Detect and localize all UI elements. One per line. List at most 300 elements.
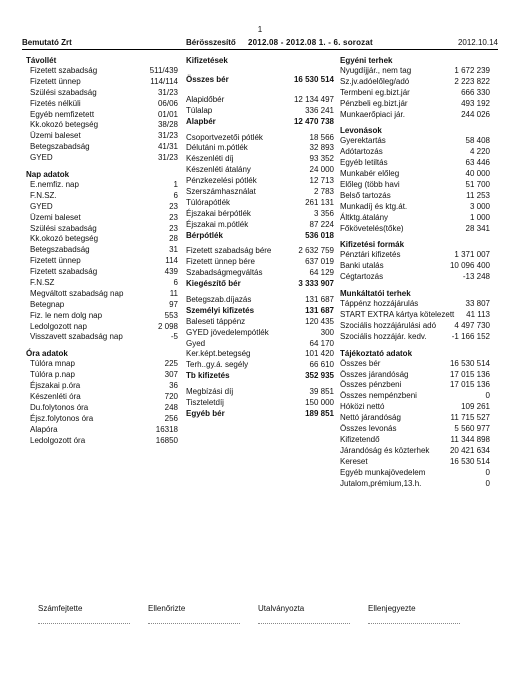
item-label: GYED [30,153,53,163]
item-value: 63 446 [465,158,490,168]
subtotal-label: Egyéb bér [186,408,225,418]
list-item [340,413,490,424]
item-label: Főkövetelés(tőke) [340,223,404,233]
list-item [26,289,178,300]
item-label: F.N.SZ. [30,190,57,200]
list-item [26,425,178,436]
section-title-nap-adatok: Nap adatok [26,170,70,180]
list-item [26,392,178,403]
item-label: Gyerektartás [340,136,386,146]
item-value: 1 672 239 [454,66,490,75]
item-value: 1 000 [469,212,490,222]
item-value: 300 [320,327,334,337]
item-label: Megbízási díj [186,387,234,397]
subtotal-tb-kifizetes [186,371,334,382]
item-value: 18 566 [309,132,334,142]
item-label: GYED jövedelempótlék [186,327,269,337]
list-item [340,321,490,332]
item-label: Fizetett szabadság [30,267,98,277]
item-value: 248 [164,402,178,412]
list-item [26,153,178,164]
list-item [26,332,178,343]
item-label: Túlalap [186,105,213,115]
list-item [26,110,178,121]
item-value: -5 [170,332,178,342]
item-value: 16318 [155,424,178,434]
item-label: Kk.okozó betegség [30,120,99,130]
item-value: 38/28 [157,120,178,130]
item-value: 6 [173,278,178,288]
list-item [340,77,490,88]
list-item [186,209,334,220]
item-value: -1 166 152 [451,331,490,341]
item-label: Termbeni eg.bizt.jár [340,87,410,97]
item-value: 97 [169,299,178,309]
subtotal-value: 131 687 [305,305,334,315]
subtotal-value: 12 470 738 [293,116,334,126]
list-item [26,234,178,245]
item-value: 40 000 [465,169,490,179]
list-item [26,99,178,110]
list-item [26,300,178,311]
list-item [340,250,490,261]
item-value: 307 [164,370,178,380]
item-value: 553 [164,310,178,320]
signature-label: Ellenőrizte [148,604,186,613]
list-levonasok [340,136,490,234]
list-item [340,391,490,402]
item-label: Betegszab.díjazás [186,295,252,305]
signature-field-szamfejtette [38,604,148,624]
list-item [186,387,334,398]
item-value: 439 [164,267,178,277]
item-label: Adótartozás [340,147,383,157]
item-value: 12 713 [309,176,334,186]
list-item [186,398,334,409]
list-item [340,169,490,180]
list-item [26,88,178,99]
item-value: 06/06 [157,98,178,108]
column-payments [186,55,334,420]
item-value: 28 341 [465,223,490,233]
list-item [26,202,178,213]
subtotal-value: 352 935 [305,371,334,381]
item-label: Pénztári kifizetés [340,250,401,260]
list-item [186,317,334,328]
list-item [340,468,490,479]
list-item [26,436,178,447]
list-other-wage-items [186,387,334,409]
item-label: Szociális hozzájárulási adó [340,320,437,330]
item-value: 51 700 [465,180,490,190]
list-item [186,349,334,360]
item-value: 36 [169,381,178,391]
item-label: Jutalom,prémium,13.h. [340,478,422,488]
item-label: Alapidőbér [186,94,225,104]
list-supplement-items [186,133,334,231]
item-label: Fizetett ünnep bére [186,257,255,267]
item-label: Terh..gy.á. segély [186,360,249,370]
list-item [340,332,490,343]
item-value: 64 129 [309,268,334,278]
signature-label: Számfejtette [38,604,83,613]
item-value: 336 241 [305,105,334,115]
item-value: 20 421 634 [449,445,490,455]
item-value: 87 224 [309,219,334,229]
list-item [340,191,490,202]
item-label: Járandóság és közterhek [340,445,430,455]
item-label: Fiz. le nem dolg nap [30,310,103,320]
signature-field-ellenorizte [148,604,258,624]
item-value: 10 096 400 [449,261,490,271]
item-label: Fizetett ünnep [30,256,81,266]
subtotal-szemelyi-kifizetes [186,306,334,317]
item-value: 493 192 [461,98,490,108]
item-label: Egyéb munkajövedelem [340,467,426,477]
header-rule [22,49,498,50]
list-item [186,143,334,154]
item-label: Előleg (több havi [340,180,400,190]
subtotal-label: Személyi kifizetés [186,305,255,315]
list-item [26,370,178,381]
list-item [26,224,178,235]
item-value: 28 [169,234,178,244]
section-title-ora-adatok: Óra adatok [26,349,68,359]
item-value: 11 344 898 [450,434,490,444]
item-label: Munkabér előleg [340,169,400,179]
item-value: 41 113 [466,310,490,320]
subtotal-berpotlek [186,231,334,242]
item-label: Fizetett szabadság [30,66,98,75]
list-munkaltatoi-terhek [340,299,490,343]
item-value: 131 687 [305,295,334,305]
item-value: 720 [164,392,178,402]
total-wage-label: Összes bér [186,75,229,84]
item-value: 0 [485,467,490,477]
item-label: Ledolgozott nap [30,321,87,331]
item-value: 2 783 [313,187,334,197]
list-item [340,213,490,224]
list-item [340,380,490,391]
section-title-egyeni-terhek: Egyéni terhek [340,56,393,65]
list-item [340,99,490,110]
item-label: Délutáni m.pótlék [186,143,248,153]
item-label: Hóközi nettó [340,402,385,412]
item-label: Du.folytonos óra [30,402,89,412]
list-item [340,147,490,158]
item-value: 31/23 [157,131,178,141]
item-label: Baleseti táppénz [186,316,246,326]
item-label: Banki utalás [340,261,384,271]
item-label: Szülési szabadság [30,223,97,233]
item-value: 3 000 [469,201,490,211]
item-value: 31/23 [157,87,178,97]
section-title-kifizetesek: Kifizetések [186,56,228,65]
list-item [186,154,334,165]
item-value: 0 [485,391,490,401]
item-value: 17 015 136 [449,380,490,390]
subtotal-label: Alapbér [186,116,216,126]
item-value: 01/01 [157,109,178,119]
item-label: Összes járandóság [340,369,409,379]
list-item [186,106,334,117]
item-label: Szociális hozzájár. kedv. [340,331,427,341]
signature-block [0,604,520,644]
list-item [26,403,178,414]
list-item [340,202,490,213]
item-label: Táppénz hozzájárulás [340,299,419,309]
item-label: Betegnap [30,299,65,309]
section-title-kifizetesi-formak: Kifizetési formák [340,240,405,250]
item-value: 637 019 [305,257,334,267]
item-label: Szülési szabadság [30,87,97,97]
list-item [340,66,490,77]
list-supplementary-wage-items [186,246,334,279]
item-value: 1 371 007 [454,250,490,260]
total-wage-value: 16 530 514 [293,75,334,84]
item-label: Betegszabadság [30,142,90,152]
list-tavollet [26,66,178,164]
list-item [26,142,178,153]
item-value: 23 [169,223,178,233]
list-item [186,268,334,279]
list-item [340,136,490,147]
list-item [186,257,334,268]
item-label: Készenléti óra [30,392,81,402]
item-value: -13 248 [462,272,490,282]
item-value: 1 [173,180,178,190]
list-item [340,261,490,272]
subtotal-value: 536 018 [305,230,334,240]
list-item [186,220,334,231]
item-value: 16 530 514 [449,358,490,368]
subtotal-label: Kiegészítő bér [186,279,241,289]
item-label: Összes pénzbeni [340,380,402,390]
list-item [26,120,178,131]
list-item [26,131,178,142]
item-value: 23 [169,201,178,211]
list-nap-adatok [26,180,178,343]
item-label: F.N.SZ [30,278,55,288]
item-label: Éjszakai m.pótlék [186,219,249,229]
item-label: GYED [30,201,53,211]
subtotal-kiegeszito-ber [186,279,334,290]
item-label: Alapóra [30,424,58,434]
item-value: 2 223 822 [454,76,490,86]
item-value: 66 610 [309,360,334,370]
list-item [26,359,178,370]
list-item [340,88,490,99]
item-label: Kk.okozó betegség [30,234,99,244]
item-label: Fizetés nélküli [30,98,81,108]
item-value: 150 000 [305,398,334,408]
item-value: 39 851 [309,387,334,397]
item-value: 4 220 [469,147,490,157]
column-absence-days-hours [26,55,178,447]
item-label: Készenléti átalány [186,165,251,175]
item-label: Fizetett szabadság bére [186,246,272,256]
item-value: 0 [485,478,490,488]
subtotal-egyeb-ber [186,409,334,420]
list-item [26,278,178,289]
list-item [26,414,178,425]
item-value: 41/31 [157,142,178,152]
item-value: 244 026 [461,109,490,119]
list-item [26,245,178,256]
list-base-wage-items [186,95,334,117]
item-value: 12 134 497 [293,94,334,104]
list-item [26,180,178,191]
item-label: Áltktg.átalány [340,212,389,222]
item-value: 3 356 [313,208,334,218]
item-label: START EXTRA kártya kötelezett [340,310,455,320]
item-value: 256 [164,413,178,423]
item-label: Nyugdíjjár., nem tag [340,66,412,75]
subtotal-value: 189 851 [305,408,334,418]
item-label: Fizetett ünnep [30,76,81,86]
list-item [26,191,178,202]
total-wage-row [186,75,334,86]
item-label: Túlóra mnap [30,359,75,369]
item-value: 120 435 [305,316,334,326]
item-label: Szabadságmegváltás [186,268,263,278]
list-item [186,360,334,371]
item-value: 109 261 [461,402,490,412]
list-item [340,435,490,446]
item-value: 4 497 730 [454,320,490,330]
signature-field-utalvanyozta [258,604,368,624]
list-item [186,246,334,257]
item-value: 31/23 [157,153,178,163]
list-social-security-items [186,317,334,371]
list-item [26,213,178,224]
item-value: 23 [169,212,178,222]
item-label: Nettó járandóság [340,413,401,423]
list-item [340,310,490,321]
list-item [26,267,178,278]
item-value: 16 530 514 [449,456,490,466]
item-label: Készenléti díj [186,154,234,164]
column-burdens-info [340,55,490,489]
list-item [26,66,178,77]
list-item [186,133,334,144]
report-period: 2012.08 - 2012.08 1. - 6. sorozat [248,38,373,47]
item-value: 2 632 759 [298,246,334,256]
list-personal-payment-items [186,295,334,306]
list-item [340,446,490,457]
item-label: Munkaerőpiaci jár. [340,109,405,119]
item-label: Visszavett szabadság nap [30,332,123,342]
item-label: Sz.jv.adóelőleg/adó [340,76,410,86]
subtotal-alapber [186,117,334,128]
item-label: Csoportvezetői pótlék [186,132,263,142]
item-value: 114/114 [150,76,178,86]
item-value: 17 015 136 [449,369,490,379]
item-value: 11 253 [466,190,490,200]
item-value: 16850 [155,435,178,445]
item-value: 33 807 [465,299,490,309]
item-label: Egyéb letiltás [340,158,388,168]
subtotal-label: Tb kifizetés [186,371,230,381]
item-label: Kifizetendő [340,434,380,444]
list-ora-adatok [26,359,178,446]
item-label: Belső tartozás [340,190,391,200]
item-value: 6 [173,190,178,200]
list-item [186,176,334,187]
list-item [26,381,178,392]
signature-field-ellenjegyezte [368,604,478,624]
report-date: 2012.10.14 [457,38,498,47]
item-value: 225 [164,359,178,369]
item-value: 11 715 527 [450,413,490,423]
item-value: 58 408 [465,136,490,146]
item-label: Éjsz.folytonos óra [30,413,94,423]
item-value: 11 [169,288,178,298]
item-label: Üzemi baleset [30,212,81,222]
list-item [340,224,490,235]
signature-line [368,623,460,624]
item-label: Éjszakai bérpótlék [186,208,251,218]
list-item [340,457,490,468]
page-number: 1 [257,25,263,34]
item-value: 114 [165,256,178,266]
report-title: Bérösszesítő [186,38,236,47]
item-label: Összes levonás [340,424,397,434]
item-value: 32 893 [309,143,334,153]
list-item [186,165,334,176]
list-item [340,424,490,435]
list-item [340,110,490,121]
item-label: Pénzkezelési pótlék [186,176,257,186]
signature-line [148,623,240,624]
item-label: Ker.képt.betegség [186,349,251,359]
list-item [186,339,334,350]
item-label: Összes bér [340,358,381,368]
list-item [26,256,178,267]
item-label: Munkadíj és ktg.át. [340,201,408,211]
item-label: Szerszámhasználat [186,187,256,197]
list-item [26,322,178,333]
item-value: 2 098 [157,321,178,331]
section-title-levonasok: Levonások [340,126,382,136]
list-kifizetesi-formak [340,250,490,283]
list-item [26,311,178,322]
list-item [26,77,178,88]
item-label: Túlóra p.nap [30,370,75,380]
list-item [340,370,490,381]
company-name: Bemutató Zrt [22,38,72,47]
section-title-tavollet: Távollét [26,56,57,65]
item-label: Megváltott szabadság nap [30,288,124,298]
list-item [340,272,490,283]
section-title-munkaltatoi-terhek: Munkáltatói terhek [340,289,411,299]
list-item [186,295,334,306]
signature-label: Ellenjegyezte [368,604,416,613]
item-value: 24 000 [309,165,334,175]
list-item [340,359,490,370]
list-egyeni-terhek [340,66,490,120]
list-item [186,198,334,209]
item-value: 5 560 977 [454,424,490,434]
list-item [186,328,334,339]
item-value: 261 131 [305,197,334,207]
item-label: Egyéb nemfizetett [30,109,95,119]
item-label: Gyed [186,338,206,348]
item-label: Tiszteletdíj [186,398,224,408]
item-value: 93 352 [309,154,334,164]
item-label: Ledolgozott óra [30,435,86,445]
list-tajekoztato-adatok [340,359,490,490]
